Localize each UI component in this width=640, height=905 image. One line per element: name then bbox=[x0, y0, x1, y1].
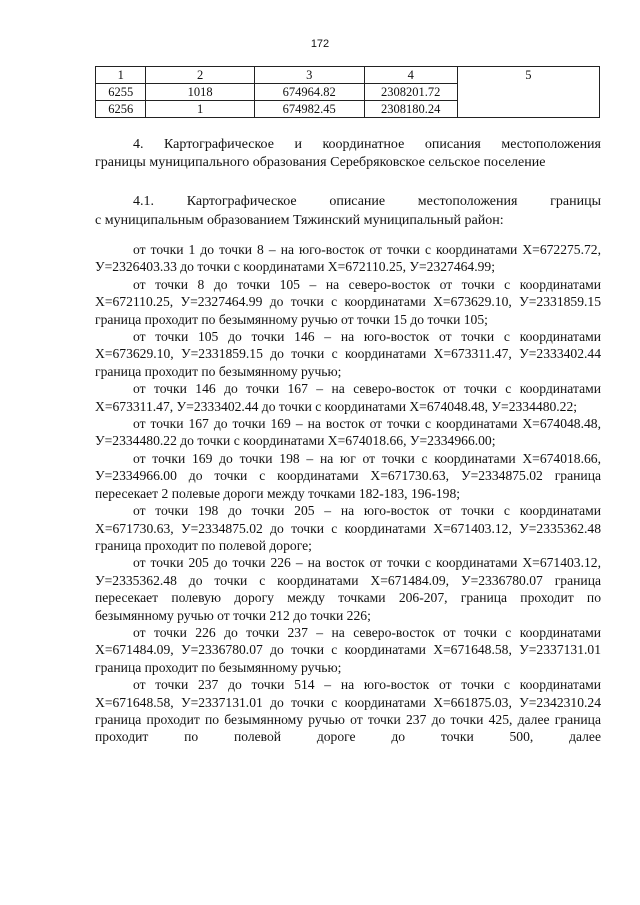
table-cell: 2308180.24 bbox=[364, 101, 457, 118]
boundary-paragraph: от точки 198 до точки 205 – на юго-восток от точки с координатами X=671730.63, У=2334875.02 до точки с координатами X=671403.12, У=2335362.48 граница проходит по полевой дороге; bbox=[95, 503, 601, 553]
subsection-heading-line: 4.1. Картографическое описание местоположения границы bbox=[133, 194, 601, 209]
subsection-heading-line: с муниципальным образованием Тяжинский муниципальный район: bbox=[95, 213, 504, 228]
boundary-paragraph: от точки 1 до точки 8 – на юго-восток от точки с координатами X=672275.72, У=2326403.33 до точки с координатами X=672110.25, У=2327464.99; bbox=[95, 242, 601, 275]
table-cell: 1018 bbox=[146, 84, 254, 101]
section-heading bbox=[95, 136, 601, 172]
page-number: 172 bbox=[310, 38, 330, 50]
coordinates-table bbox=[95, 66, 600, 118]
table-header-cell: 3 bbox=[254, 67, 364, 84]
table-cell: 6255 bbox=[96, 84, 146, 101]
table-cell: 674982.45 bbox=[254, 101, 364, 118]
boundary-paragraph: от точки 8 до точки 105 – на северо-восток от точки с координатами X=672110.25, У=2327464.99 до точки с координатами X=673629.10, У=2331859.15 граница проходит по безымянному ручью от точки 15 до точки 105; bbox=[95, 276, 601, 327]
boundary-paragraph: от точки 237 до точки 514 – на юго-восток от точки с координатами X=671648.58, У=2337131.01 до точки с координатами X=661875.03, У=2342310.24 граница проходит по безымянному ручью от точки 237 до точки 425, далее граница проходит по полевой дороге до точки 500, далее bbox=[95, 677, 601, 745]
boundary-paragraph: от точки 146 до точки 167 – на северо-восток от точки с координатами X=673311.47, У=2333402.44 до точки с координатами X=674048.48, У=2334480.22; bbox=[95, 381, 601, 414]
boundary-paragraph: от точки 167 до точки 169 – на восток от точки с координатами X=674048.48, У=2334480.22 до точки с координатами X=674018.66, У=2334966.00; bbox=[95, 416, 601, 449]
section-heading-line: границы муниципального образования Серебряковское сельское поселение bbox=[95, 155, 546, 170]
boundary-paragraph: от точки 105 до точки 146 – на юго-восток от точки с координатами X=673629.10, У=2331859.15 до точки с координатами X=673311.47, У=2333402.44 граница проходит по безымянному ручью; bbox=[95, 329, 601, 379]
table-header-row bbox=[96, 67, 600, 84]
subsection-heading bbox=[95, 192, 601, 230]
table-cell: 1 bbox=[146, 101, 254, 118]
table-header-cell: 2 bbox=[146, 67, 254, 84]
section-heading-line: 4. Картографическое и координатное описания местоположения bbox=[133, 137, 601, 152]
boundary-paragraph: от точки 205 до точки 226 – на восток от точки с координатами X=671403.12, У=2335362.48 до точки с координатами X=671484.09, У=2336780.07 граница пересекает полевую дорогу между точками 206-207, граница проходит по безымянному ручью от точки 212 до точки 226; bbox=[95, 555, 601, 623]
boundary-paragraph: от точки 226 до точки 237 – на северо-восток от точки с координатами X=671484.09, У=2336780.07 до точки с координатами X=671648.58, У=2337131.01 граница проходит по безымянному ручью; bbox=[95, 624, 601, 675]
table-cell: 2308201.72 bbox=[364, 84, 457, 101]
table-header-cell: 1 bbox=[96, 67, 146, 84]
table-cell: 674964.82 bbox=[254, 84, 364, 101]
boundary-paragraph: от точки 169 до точки 198 – на юг от точки с координатами X=674018.66, У=2334966.00 до точки с координатами X=671730.63, У=2334875.02 граница пересекает 2 полевые дороги между точками 182-183, 196-198; bbox=[95, 450, 601, 501]
table-header-cell: 5 bbox=[457, 67, 599, 118]
boundary-description bbox=[95, 241, 601, 746]
table-cell: 6256 bbox=[96, 101, 146, 118]
table-header-cell: 4 bbox=[364, 67, 457, 84]
